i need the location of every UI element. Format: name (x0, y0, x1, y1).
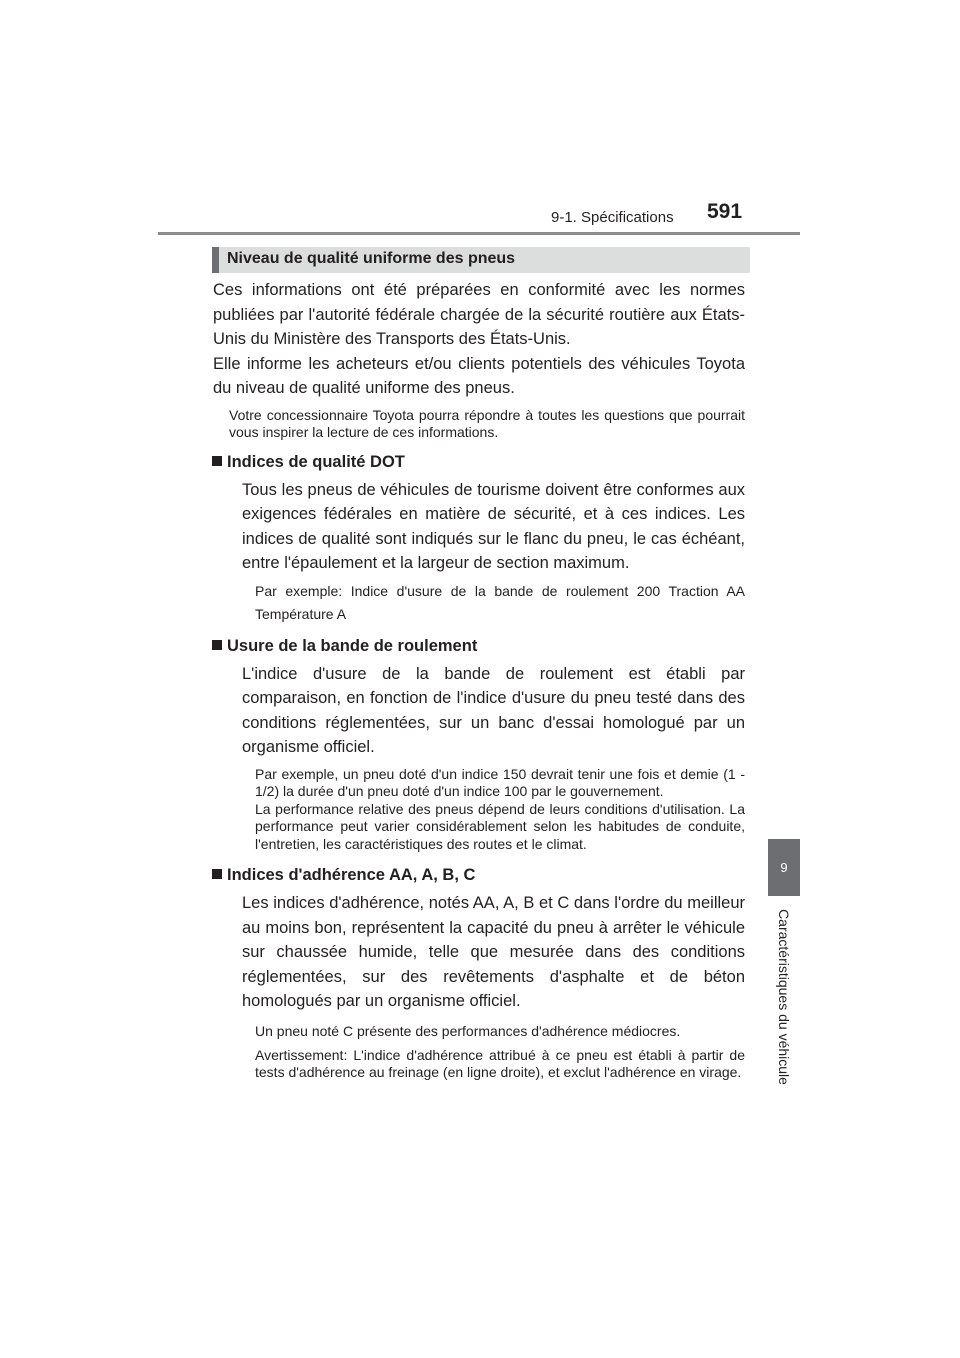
running-header-section: 9-1. Spécifications (551, 209, 674, 226)
subsection-body (213, 478, 745, 626)
page-number: 591 (707, 200, 743, 223)
square-bullet-icon (212, 869, 222, 879)
note-paragraph: La performance relative des pneus dépend de leurs conditions d'utilisation. La performance peut varier considérablement selon les habitudes de conduite, l'entretien, les caractéristiques des routes et le climat. (255, 800, 745, 852)
subsection-heading-text: Usure de la bande de roulement (227, 636, 478, 655)
note-paragraph: Votre concessionnaire Toyota pourra répondre à toutes les questions que pourrait vous inspirer la lecture de ces informations. (229, 406, 745, 440)
subsection-body (213, 662, 745, 854)
header-divider (158, 232, 800, 235)
subsection-heading (213, 863, 745, 887)
section-title-bar (212, 247, 750, 273)
page-content (213, 278, 745, 1082)
note-paragraph: Avertissement: L'indice d'adhérence attribué à ce pneu est établi à partir de tests d'adhérence au freinage (en ligne droite), et exclut l'adhérence en virage. (255, 1046, 745, 1080)
chapter-tab-number: 9 (768, 839, 800, 896)
subsection-heading-text: Indices de qualité DOT (227, 452, 405, 471)
note-paragraph: Par exemple, un pneu doté d'un indice 150 devrait tenir une fois et demie (1 - 1/2) la durée d'un pneu doté d'un indice 100 par le gouvernement. (255, 765, 745, 799)
subsection-heading-text: Indices d'adhérence AA, A, B, C (227, 866, 476, 884)
square-bullet-icon (212, 640, 222, 650)
note-paragraph: Un pneu noté C présente des performances d'adhérence médiocres. (255, 1022, 681, 1039)
chapter-tab-label: Caractéristiques du véhicule (776, 909, 792, 1085)
subsection-paragraph: Les indices d'adhérence, notés AA, A, B et C dans l'ordre du meilleur au moins bon, représentent la capacité du pneu à arrêter le véhicule sur chaussée humide, telle que mesurée dans des conditions réglementées, sur des revêtements d'asphalte et de béton homologués par un organisme officiel. (242, 894, 745, 1010)
subsection-paragraph: Tous les pneus de véhicules de tourisme doivent être conformes aux exigences fédérales en matière de sécurité, et à ces indices. Les indices de qualité sont indiqués sur le flanc du pneu, le cas échéant, entre l'épaulement et la largeur de section maximum. (242, 480, 745, 572)
section-title: Niveau de qualité uniforme des pneus (227, 250, 516, 267)
note-paragraph: Par exemple: Indice d'usure de la bande de roulement 200 Traction AA Température A (255, 582, 745, 622)
subsection-paragraph: L'indice d'usure de la bande de roulement est établi par comparaison, en fonction de l'indice d'usure du pneu testé dans des conditions réglementées, sur un banc d'essai homologué par un organisme officiel. (242, 664, 745, 756)
square-bullet-icon (212, 456, 222, 466)
intro-paragraph: Elle informe les acheteurs et/ou clients potentiels des véhicules Toyota du niveau de qualité uniforme des pneus. (213, 354, 745, 397)
subsection-heading (213, 634, 745, 658)
intro-paragraph: Ces informations ont été préparées en conformité avec les normes publiées par l'autorité fédérale chargée de la sécurité routière aux États-Unis du Ministère des Transports des États-Unis. (213, 281, 745, 348)
subsection-body (213, 891, 745, 1082)
subsection-heading (213, 450, 745, 474)
